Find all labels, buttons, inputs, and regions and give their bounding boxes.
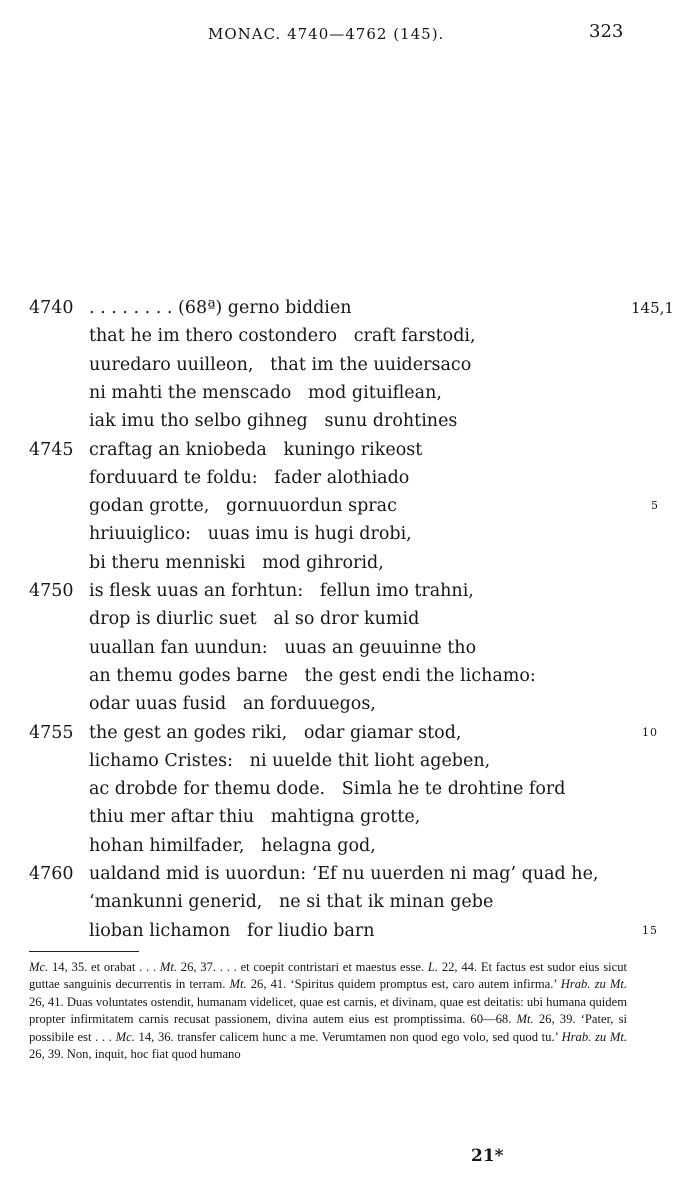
footnote-text: 26, 39. Non, inquit, hoc fiat quod humano bbox=[29, 1047, 241, 1062]
footnote-reference: Hrab. zu Mt. bbox=[561, 1029, 627, 1044]
footnote-reference: Hrab. zu Mt. bbox=[560, 977, 628, 992]
footnote-reference: Mt. bbox=[159, 960, 178, 974]
page-number: 323 bbox=[589, 21, 624, 42]
verse-line: iak imu tho selbo gihneg sunu drohtines bbox=[89, 411, 458, 432]
footnote-rule bbox=[29, 951, 139, 952]
footnotes bbox=[29, 959, 627, 1063]
verse-line: . . . . . . . . (68ª) gerno biddien bbox=[89, 298, 352, 318]
verse-line: ualdand mid is uuordun: ‘Ef nu uuerden ni mag’ quad he, bbox=[89, 864, 599, 884]
margin-line-count: 5 bbox=[651, 499, 659, 513]
footnote-text: 22, 44. Et factus est sudor eius sicut guttae sanguinis decurrentis in terram. bbox=[29, 960, 627, 992]
verse-line: that he im thero costondero craft farstodi, bbox=[89, 326, 476, 347]
margin-line-count: 10 bbox=[642, 725, 658, 739]
verse-line: drop is diurlic suet al so dror kumid bbox=[89, 609, 420, 630]
footnote-reference: Mt. bbox=[516, 1012, 534, 1027]
footnote-text: 26, 37. . . . et coepit contristari et maestus esse. bbox=[177, 960, 428, 974]
footnote-text: 26, 41. Duas voluntates ostendit, humanam videlicet, quae est carnis, et divinam, quae est deitatis: ubi humana quidem propter infirmitatem carnis recusat passionem, divina autem eius est promptissima. 60—68. bbox=[29, 994, 627, 1027]
footnote-reference: L. bbox=[427, 960, 439, 974]
verse-line: uuallan fan uundun: uuas an geuuinne tho bbox=[89, 637, 477, 658]
line-number: 4740 bbox=[29, 298, 74, 318]
verse-line: godan grotte, gornuuordun sprac bbox=[89, 496, 397, 517]
verse-line: bi theru menniski mod gihrorid, bbox=[89, 552, 384, 573]
footnote-text: 14, 36. transfer calicem hunc a me. Verumtamen non quod ego volo, sed quod tu.’ bbox=[134, 1029, 562, 1044]
running-header: MONAC. 4740—4762 (145). bbox=[208, 25, 445, 43]
line-number: 4760 bbox=[29, 864, 74, 884]
verse-line: forduuard te foldu: fader alothiado bbox=[89, 467, 410, 488]
verse-line: thiu mer aftar thiu mahtigna grotte, bbox=[89, 807, 421, 828]
verse-line: ‘mankunni generid, ne si that ik minan gebe bbox=[89, 892, 494, 913]
verse-line: lichamo Cristes: ni uuelde thit lioht ageben, bbox=[89, 750, 491, 771]
signature-mark: 21* bbox=[471, 1146, 504, 1166]
footnote-reference: Mc. bbox=[29, 960, 49, 974]
line-number: 4745 bbox=[29, 439, 74, 460]
verse-line: hriuuiglico: uuas imu is hugi drobi, bbox=[89, 524, 412, 545]
footnote-text: 26, 39. ‘Pater, si possibile est . . . bbox=[29, 1012, 627, 1044]
footnote-reference: Mc. bbox=[115, 1029, 135, 1044]
margin-reference: 145,1 bbox=[631, 299, 674, 317]
verse-line: ac drobde for themu dode. Simla he te drohtine ford bbox=[89, 779, 566, 800]
verse-line: hohan himilfader, helagna god, bbox=[89, 835, 376, 856]
line-number: 4755 bbox=[29, 722, 74, 743]
verse-line: the gest an godes riki, odar giamar stod, bbox=[89, 722, 462, 743]
verse-line: uuredaro uuilleon, that im the uuidersaco bbox=[89, 354, 472, 375]
verse-line: ni mahti the menscado mod gituiflean, bbox=[89, 382, 442, 403]
footnote-text: 26, 41. ‘Spiritus quidem promptus est, caro autem infirma.’ bbox=[246, 977, 561, 992]
footnote-text: 14, 35. et orabat . . . bbox=[48, 960, 160, 974]
margin-line-count: 15 bbox=[642, 923, 658, 937]
verse-line: lioban lichamon for liudio barn bbox=[89, 920, 375, 941]
footnote-reference: Mt. bbox=[229, 977, 247, 992]
verse-line: craftag an kniobeda kuningo rikeost bbox=[89, 439, 423, 460]
line-number: 4750 bbox=[29, 581, 74, 601]
verse-line: an themu godes barne the gest endi the lichamo: bbox=[89, 665, 536, 686]
verse-line: odar uuas fusid an forduuegos, bbox=[89, 694, 376, 715]
verse-line: is flesk uuas an forhtun: fellun imo trahni, bbox=[89, 581, 474, 601]
